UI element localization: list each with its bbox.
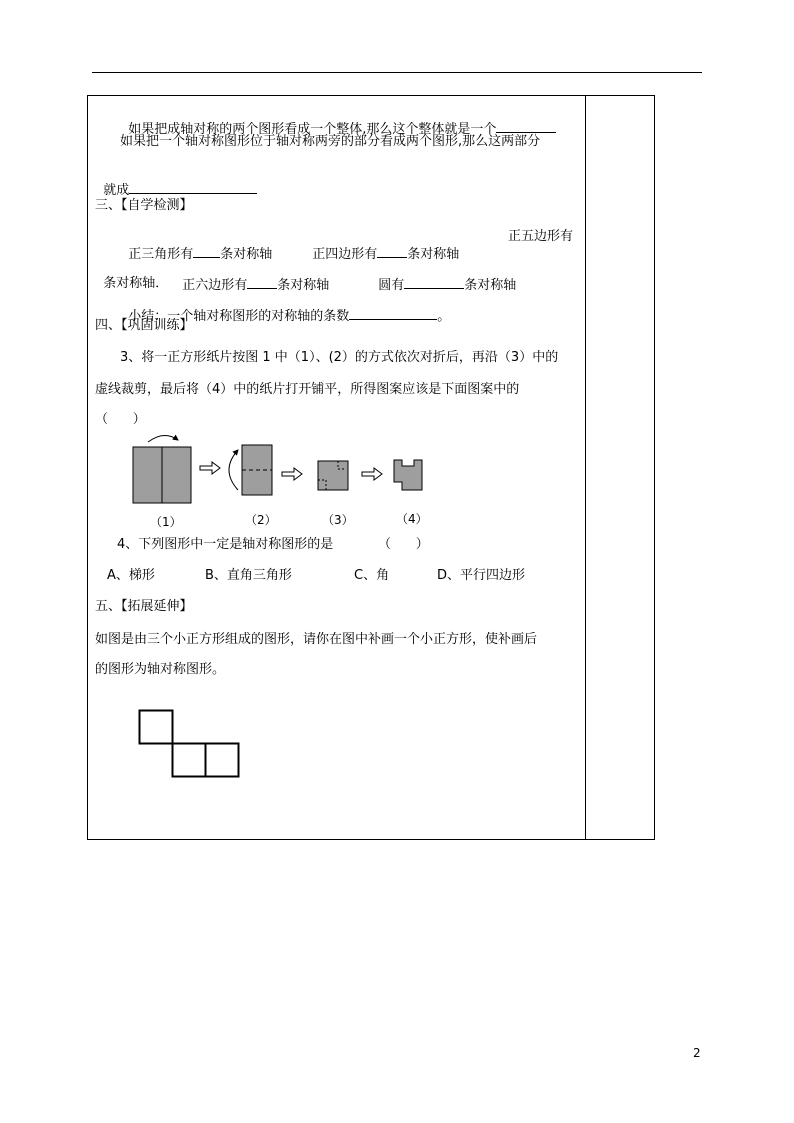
q1-text: 条对称轴 xyxy=(220,247,273,262)
figure-label-3: （3） xyxy=(322,513,354,527)
text-p2a: 如果把一个轴对称图形位于轴对称两旁的部分看成两个图形,那么这两部分 xyxy=(120,134,541,149)
question-1-square xyxy=(304,229,459,263)
answer-blank[interactable] xyxy=(193,245,220,258)
extension-line-1: 如图是由三个小正方形组成的图形，请你在图中补画一个小正方形，使补画后 xyxy=(95,632,538,647)
text-p2b-label: 就成 xyxy=(103,183,130,198)
choice-c: C、角 xyxy=(354,568,390,583)
square-bottom-middle xyxy=(173,744,206,777)
section-3-heading: 三、【自学检测】 xyxy=(95,198,193,213)
choice-d: D、平行四边形 xyxy=(437,568,526,583)
answer-blank[interactable] xyxy=(377,245,407,258)
q2-label-circle: 圆有 xyxy=(378,278,405,293)
exercise-3-answer-paren[interactable]: （ ） xyxy=(95,412,146,427)
square-bottom-right xyxy=(206,744,239,777)
exercise-3-line-2: 虚线裁剪，最后将（4）中的纸片打开铺平，所得图案应该是下面图案中的 xyxy=(95,382,520,397)
q1-label-triangle: 正三角形有 xyxy=(128,247,194,262)
figure-label-4: （4） xyxy=(396,512,428,526)
text-p2b xyxy=(95,165,257,199)
table-column-divider xyxy=(585,96,586,839)
q2-text-circle: 条对称轴 xyxy=(464,278,517,293)
q2-text-hexagon: 条对称轴 xyxy=(277,278,330,293)
answer-blank[interactable] xyxy=(129,181,257,194)
answer-blank[interactable] xyxy=(247,276,277,289)
choice-b: B、直角三角形 xyxy=(205,568,292,583)
fig3-square xyxy=(318,461,348,490)
exercise-4-question: 4、下列图形中一定是轴对称图形的是 xyxy=(117,537,334,552)
extension-line-2: 的图形为轴对称图形。 xyxy=(95,662,226,677)
question-2-circle xyxy=(370,260,516,294)
hollow-arrow-icon xyxy=(282,468,302,480)
answer-blank[interactable] xyxy=(496,120,556,133)
hollow-arrow-icon xyxy=(362,468,382,480)
folding-figure xyxy=(120,430,440,500)
question-2-hexagon xyxy=(174,260,329,294)
q2-text: 条对称轴． xyxy=(103,276,169,291)
answer-blank[interactable] xyxy=(404,276,464,289)
choice-a: A、梯形 xyxy=(107,568,155,583)
q2-label-hexagon: 正六边形有 xyxy=(182,278,248,293)
exercise-4-answer-paren[interactable]: （ ） xyxy=(378,537,429,552)
fig4-shape xyxy=(394,460,422,490)
q1-label-square: 正四边形有 xyxy=(312,247,378,262)
question-2-line xyxy=(95,260,168,292)
summary-end: 。 xyxy=(437,309,451,324)
hollow-arrow-icon xyxy=(200,462,220,474)
summary-text: 小结：一个轴对称图形的对称轴的条数 xyxy=(128,309,350,324)
fold-arrow-icon xyxy=(148,435,178,442)
figure-label-1: （1） xyxy=(150,515,182,529)
page-number: 2 xyxy=(693,1046,701,1060)
header-rule xyxy=(92,72,702,73)
text-paragraph-1 xyxy=(120,104,556,138)
question-1-pentagon: 正五边形有 xyxy=(508,229,574,244)
text-p1: 如果把成轴对称的两个图形看成一个整体,那么这个整体就是一个 xyxy=(128,122,497,137)
fold-arrow-icon xyxy=(229,450,238,490)
section-4-heading: 四、【巩固训练】 xyxy=(95,318,193,333)
q1-text-square: 条对称轴 xyxy=(407,247,460,262)
exercise-3-line-1: 3、将一正方形纸片按图 1 中（1）、(2）的方式依次对折后，再沿（3）中的 xyxy=(120,350,559,365)
question-1-line xyxy=(120,229,272,263)
figure-label-2: （2） xyxy=(245,513,277,527)
square-top-left xyxy=(140,711,173,744)
section-5-heading: 五、【拓展延伸】 xyxy=(95,599,193,614)
answer-blank[interactable] xyxy=(349,307,437,320)
three-squares-figure xyxy=(138,709,240,779)
